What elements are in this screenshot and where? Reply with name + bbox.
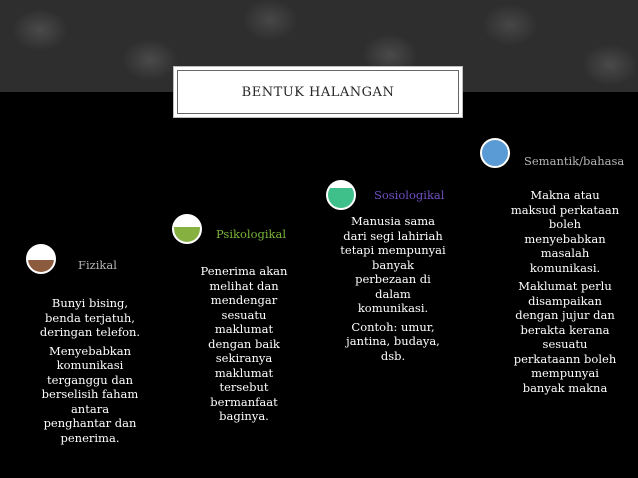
fizikal-paragraph: Menyebabkan komunikasi terganggu dan berselisih faham antara penghantar dan penerima. <box>41 343 139 445</box>
sosiologikal-circle-icon <box>326 180 356 210</box>
sosiologikal-paragraph: Manusia sama dari segi lahiriah tetapi mempunyai banyak perbezaan di dalam komunikasi. <box>340 214 446 315</box>
psikologikal-circle-icon <box>172 214 202 244</box>
semantik-paragraph: Maklumat perlu disampaikan dengan jujur dan berakta kerana sesuatu perkataann boleh mempunyai banyak makna <box>513 279 617 395</box>
fizikal-circle-icon <box>26 244 56 274</box>
semantik-paragraph: Makna atau maksud perkataan boleh menyebabkan masalah komunikasi. <box>510 188 620 275</box>
sosiologikal-label: Sosiologikal <box>374 188 445 202</box>
page-title: BENTUK HALANGAN <box>241 84 395 100</box>
fizikal-description <box>38 296 142 449</box>
fizikal-paragraph: Bunyi bising, benda terjatuh, deringan telefon. <box>39 296 141 339</box>
sosiologikal-description <box>340 214 446 367</box>
psikologikal-label: Psikologikal <box>216 227 287 241</box>
title-box <box>173 66 463 118</box>
psikologikal-description <box>192 264 296 428</box>
semantik-circle-icon <box>480 138 510 168</box>
psikologikal-paragraph: Penerima akan melihat dan mendengar sesuatu maklumat dengan baik sekiranya maklumat tersebut bermanfaat baginya. <box>200 264 288 423</box>
semantik-description <box>510 188 620 399</box>
sosiologikal-paragraph: Contoh: umur, jantina, budaya, dsb. <box>346 319 440 363</box>
fizikal-label: Fizikal <box>78 258 117 272</box>
semantik-label: Semantik/bahasa <box>524 154 625 168</box>
